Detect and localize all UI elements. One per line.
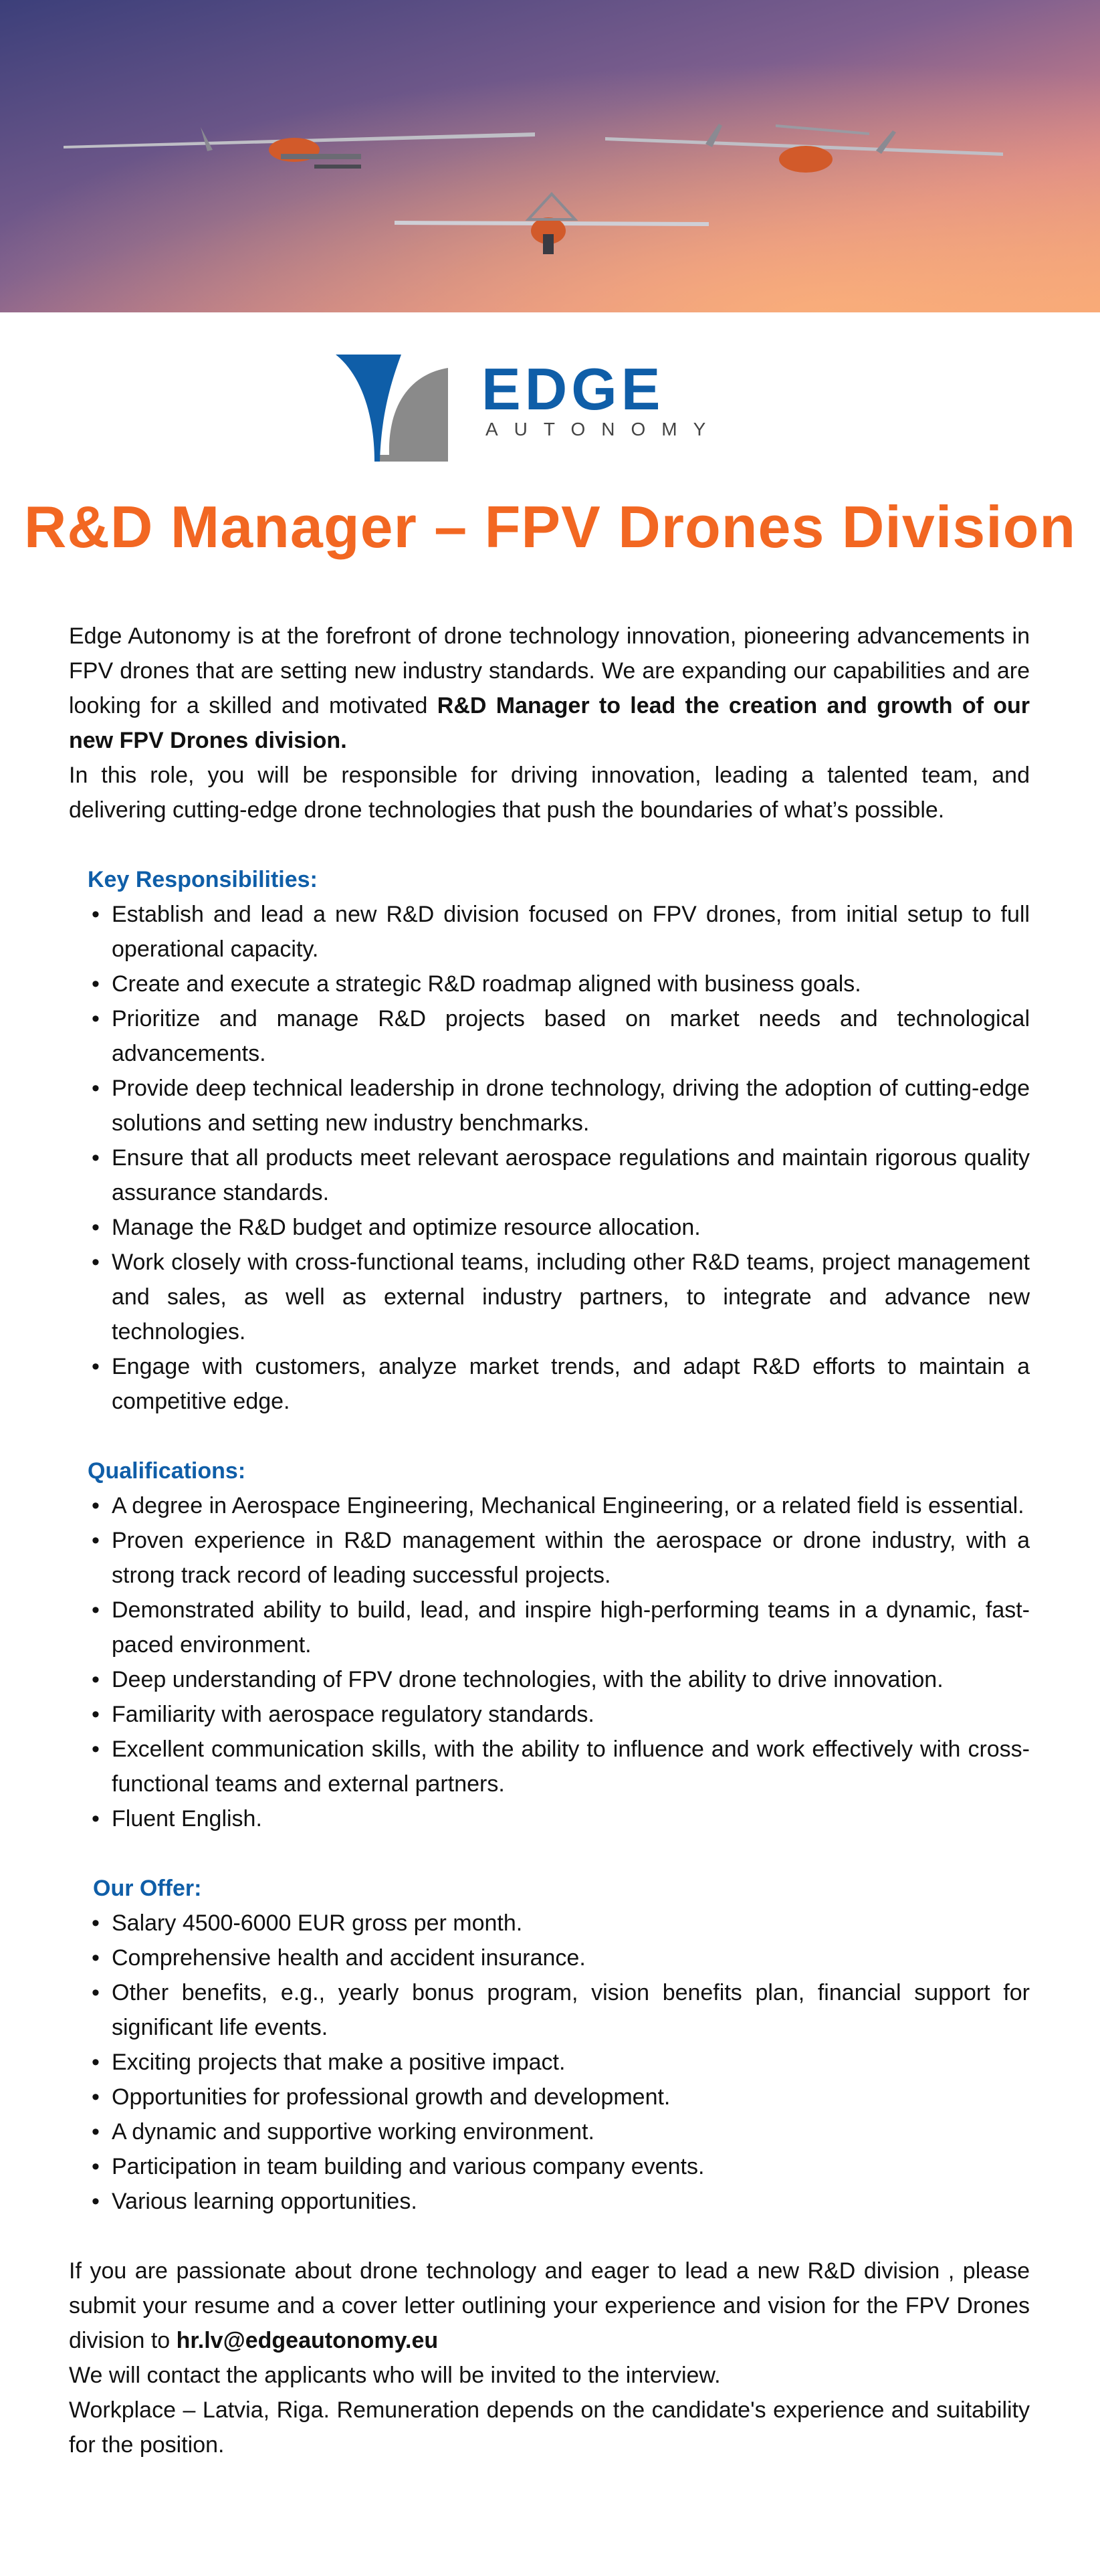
company-logo — [328, 341, 782, 475]
list-item: • Exciting projects that make a positive impact. — [69, 2045, 1030, 2080]
list-item: • Manage the R&D budget and optimize resource allocation. — [69, 1210, 1030, 1245]
list-item: • Fluent English. — [69, 1801, 1030, 1836]
email-link[interactable]: hr.lv@edgeautonomy.eu — [176, 2328, 439, 2353]
list-item: • Ensure that all products meet relevant aerospace regulations and maintain rigorous quality assurance standards. — [69, 1141, 1030, 1210]
list-item: • Comprehensive health and accident insurance. — [69, 1941, 1030, 1975]
qualifications-heading: Qualifications: — [88, 1458, 246, 1484]
intro-text: Edge Autonomy is at the forefront of drone technology innovation, pioneering advancements in FPV drones that are setting new industry standards. We are expanding our capabilities and are looking for a skilled and motivated — [69, 623, 1030, 718]
list-item: • Familiarity with aerospace regulatory standards. — [69, 1697, 1030, 1732]
list-item: • Other benefits, e.g., yearly bonus program, vision benefits plan, financial support for significant life events. — [69, 1975, 1030, 2045]
list-item: • Create and execute a strategic R&D roadmap aligned with business goals. — [69, 967, 1030, 1001]
list-item: • Excellent communication skills, with the ability to influence and work effectively with cross-functional teams and external partners. — [69, 1732, 1030, 1801]
offer-heading: Our Offer: — [93, 1876, 202, 1901]
drones-illustration — [0, 0, 1100, 312]
list-item: • Prioritize and manage R&D projects based on market needs and technological advancements. — [69, 1001, 1030, 1071]
list-item: • Various learning opportunities. — [69, 2184, 1030, 2219]
intro-paragraph — [69, 619, 1030, 758]
apply-text: If you are passionate about drone technology and eager to lead a new R&D division , please submit your resume and a cover letter outlining your experience and vision for the FPV Drones division to — [69, 2258, 1030, 2353]
responsibilities-list — [69, 897, 1030, 1419]
list-item: • Deep understanding of FPV drone technologies, with the ability to drive innovation. — [69, 1662, 1030, 1697]
list-item: • Provide deep technical leadership in drone technology, driving the adoption of cutting-edge solutions and setting new industry benchmarks. — [69, 1071, 1030, 1141]
responsibilities-heading: Key Responsibilities: — [88, 867, 318, 892]
list-item: • Work closely with cross-functional teams, including other R&D teams, project management and sales, as well as external industry partners, to integrate and advance new technologies. — [69, 1245, 1030, 1349]
offer-list — [69, 1906, 1030, 2219]
list-item: • Participation in team building and various company events. — [69, 2149, 1030, 2184]
hero-image — [0, 0, 1100, 312]
contact-note: We will contact the applicants who will be invited to the interview. — [69, 2363, 721, 2388]
list-item: • Salary 4500-6000 EUR gross per month. — [69, 1906, 1030, 1941]
workplace-note: Workplace – Latvia, Riga. Remuneration depends on the candidate's experience and suitability for the position. — [69, 2397, 1030, 2458]
list-item: • Opportunities for professional growth and development. — [69, 2080, 1030, 2114]
logo-tagline: AUTONOMY — [485, 419, 722, 439]
qualifications-list — [69, 1488, 1030, 1836]
list-item: • Demonstrated ability to build, lead, and inspire high-performing teams in a dynamic, fast-paced environment. — [69, 1593, 1030, 1662]
page-title: R&D Manager – FPV Drones Division — [23, 494, 1077, 560]
closing-paragraph — [69, 2254, 1030, 2358]
list-item: • Engage with customers, analyze market trends, and adapt R&D efforts to maintain a competitive edge. — [69, 1349, 1030, 1419]
intro-bold-text: R&D Manager to lead the creation and growth of our new FPV Drones division. — [69, 693, 1030, 753]
logo-wordmark: EDGE — [481, 356, 665, 422]
intro-paragraph-2: In this role, you will be responsible for driving innovation, leading a talented team, and delivering cutting-edge drone technologies that push the boundaries of what’s possible. — [69, 763, 1030, 823]
job-description — [69, 619, 1030, 2462]
list-item: • A degree in Aerospace Engineering, Mechanical Engineering, or a related field is essential. — [69, 1488, 1030, 1523]
logo-mark-icon — [328, 341, 461, 475]
list-item: • Establish and lead a new R&D division focused on FPV drones, from initial setup to full operational capacity. — [69, 897, 1030, 967]
list-item: • Proven experience in R&D management within the aerospace or drone industry, with a strong track record of leading successful projects. — [69, 1523, 1030, 1593]
list-item: • A dynamic and supportive working environment. — [69, 2114, 1030, 2149]
